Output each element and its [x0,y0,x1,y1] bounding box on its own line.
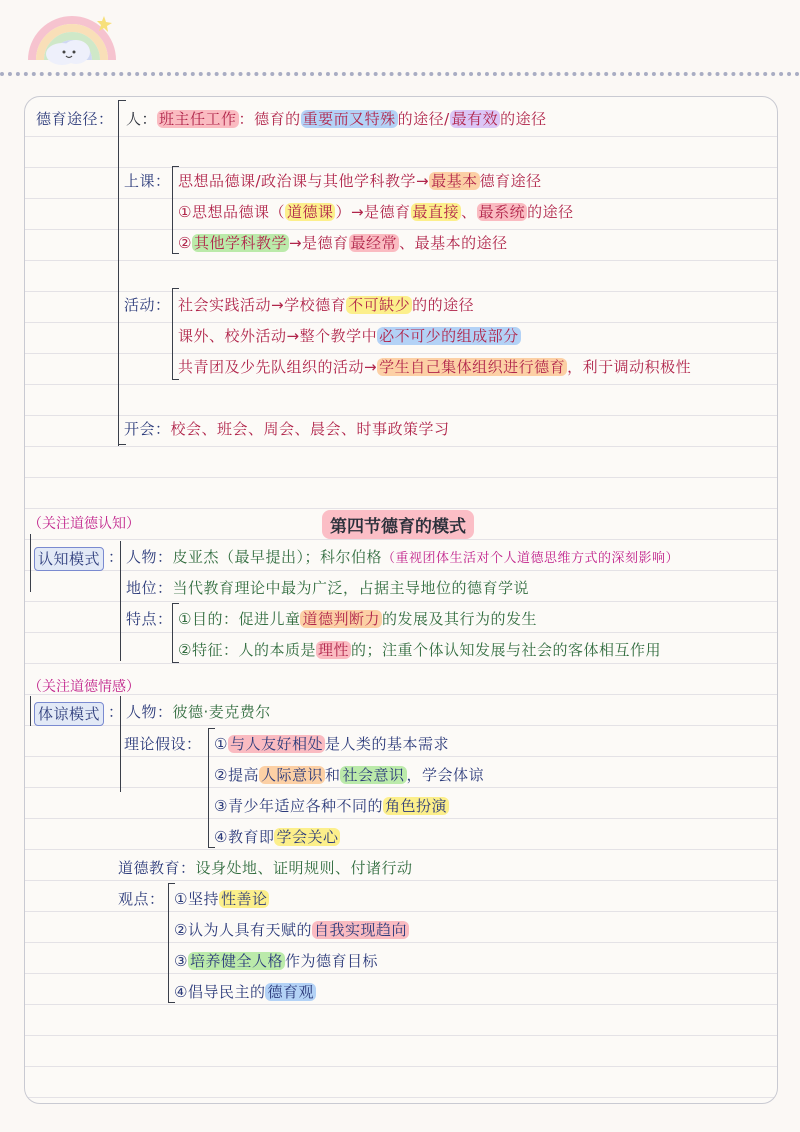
huodong-line-2: 课外、校外活动→整个教学中 必不可少的组成部分 [178,327,519,345]
rainbow-cloud-icon [22,8,122,66]
m2-guandian-1: ①坚持 性善论 [174,890,268,908]
m2-guandian-2: ②认为人具有天赋的 自我实现趋向 [174,921,407,939]
m2-guandian-4: ④倡导民主的 德育观 [174,983,314,1001]
huodong-label: 活动： [124,296,171,314]
model-cognitive-bracket [120,541,121,661]
m2-lilun-2: ②提高 人际意识 和 社会意识 ，学会体谅 [214,766,485,784]
model-cognitive-label: 认知模式 [34,547,104,571]
root-bracket-top [118,100,126,101]
model-consideration-label: 体谅模式 [34,702,104,726]
kaihui-line: 开会：校会、班会、周会、晨会、时事政策学习 [124,420,450,438]
tag-emotion: （关注道德情感） [28,679,140,695]
section-title: 第四节德育的模式 [322,510,474,539]
m2-renwu-line: 人物：彼德·麦克费尔 [126,703,271,721]
keshang-line-2: ①思想品德课（ 道德课 ）→是德育 最直接 、 最系统 的途径 [178,203,574,221]
branch-ren: 人： 班主任工作 ：德育的 重要而又特殊 的途径/ 最有效 的途径 [126,110,547,128]
tag-emotion-line [30,696,31,726]
m1-tedian-2: ②特征：人的本质是 理性 的；注重个体认知发展与社会的客体相互作用 [178,641,661,659]
m1-tedian-label: 特点： [126,610,173,628]
ren-highlight: 班主任工作 [159,110,237,128]
root-bracket-bottom [118,444,126,445]
dotted-divider [0,72,800,76]
keshang-line-3: ② 其他学科教学 →是德育 最经常 、最基本的途径 [178,234,508,252]
ren-label: 人 [126,110,142,128]
m2-lilun-3: ③青少年适应各种不同的 角色扮演 [214,797,447,815]
model-consideration-bracket [120,696,121,792]
m1-tedian-1: ①目的：促进儿童 道德判断力 的发展及其行为的发生 [178,610,537,628]
keshang-line-1: 思想品德课/政治课与其他学科教学→ 最基本 德育途径 [178,172,542,190]
m1-renwu-line: 人物：皮亚杰（最早提出）；科尔伯格（重视团体生活对个人道德思维方式的深刻影响） [126,548,680,566]
m2-guandian-3: ③ 培养健全人格 作为德育目标 [174,952,378,970]
m2-lilun-4: ④教育即 学会关心 [214,828,339,846]
m2-lilun-label: 理论假设： [124,735,202,753]
ren-text-b: 重要而又特殊 [302,110,396,128]
m2-guandian-label: 观点： [118,890,165,908]
m2-lilun-1: ① 与人友好相处 是人类的基本需求 [214,735,449,753]
keshang-label: 上课： [124,172,171,190]
huodong-line-3: 共青团及少先队组织的活动→ 学生自己集体组织进行德育 ，利于调动积极性 [178,358,692,376]
ren-text-d: 最有效 [451,110,499,128]
root-bracket [118,100,119,446]
model-consideration-colon: ： [108,703,124,721]
tag-cognition-line [30,534,31,592]
model-cognitive-colon: ： [108,548,124,566]
ren-text-a: 德育的 [254,110,301,128]
m1-diwei-line: 地位：当代教育理论中最为广泛，占据主导地位的德育学说 [126,579,530,597]
tag-cognition: （关注道德认知） [28,516,140,532]
huodong-line-1: 社会实践活动→学校德育 不可缺少 的的途径 [178,296,475,314]
root-label: 德育途径： [36,110,114,128]
ren-text-c: 的途径/ [397,110,450,128]
ren-text-e: 的途径 [500,110,547,128]
m2-daode-line: 道德教育：设身处地、证明规则、付诸行动 [118,859,413,877]
